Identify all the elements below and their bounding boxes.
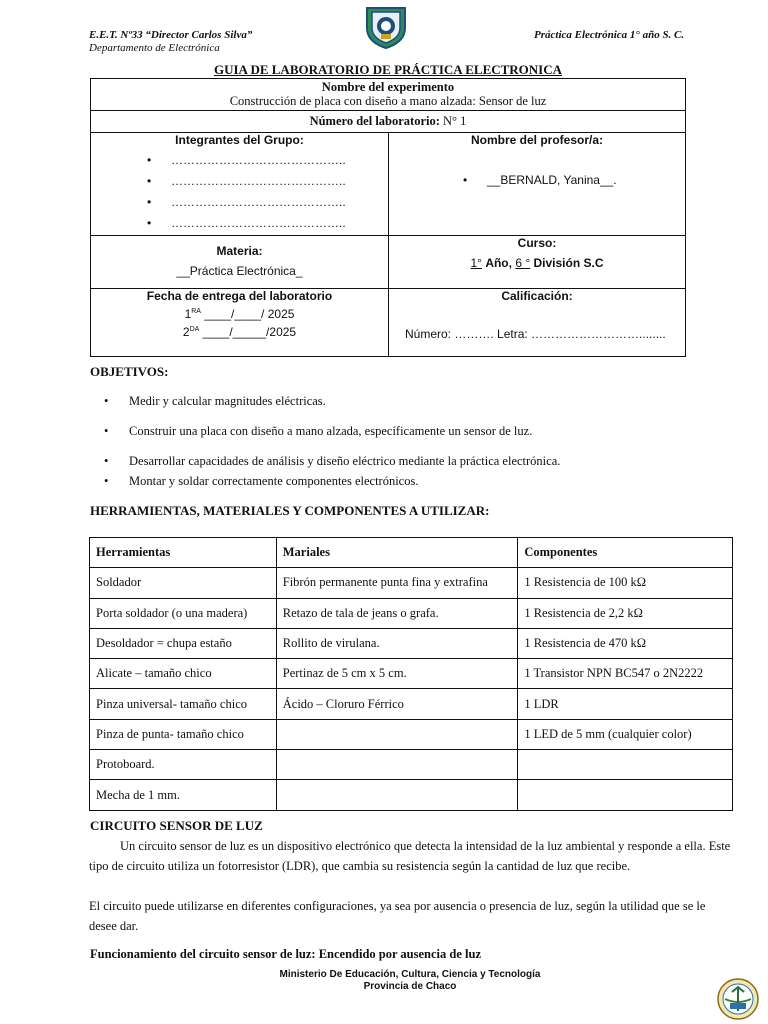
table-cell: Rollito de virulana. [276,628,518,658]
table-cell: 1 Resistencia de 100 kΩ [518,568,733,598]
grade-value: Número: ………. Letra: ………………………........ [405,327,666,341]
objectives-title: OBJETIVOS: [90,364,169,379]
table-cell: Pertinaz de 5 cm x 5 cm. [276,659,518,689]
guide-title: GUIA DE LABORATORIO DE PRÁCTICA ELECTRONICA [213,62,563,77]
due-date-label: Fecha de entrega del laboratorio [146,289,333,303]
circuit-paragraph-2: El circuito puede utilizarse en diferentes configuraciones, ya sea por ausencia o presencia de luz, según la utilidad que se le desee dar. [89,899,706,933]
table-cell: 1 LDR [518,689,733,719]
circuit-title: CIRCUITO SENSOR DE LUZ [90,818,263,833]
table-cell: 1 LED de 5 mm (cualquier color) [518,719,733,749]
header-left [89,29,252,55]
table-cell: Fibrón permanente punta fina y extrafina [276,568,518,598]
materials-table [89,537,733,811]
experiment-value: Construcción de placa con diseño a mano alzada: Sensor de luz [229,94,547,108]
due-date-1: $1^{RA}$ ____/____/ 2025 [184,307,295,321]
table-row [90,568,733,598]
column-header: Herramientas [90,538,277,568]
group-member: • …………………………………….. [147,195,346,209]
objective-item: • Medir y calcular magnitudes eléctricas. [104,394,326,408]
table-cell [276,780,518,810]
table-row [90,628,733,658]
experiment-row [91,79,685,111]
objective-item: • Desarrollar capacidades de análisis y diseño eléctrico mediante la práctica electrónica. [104,454,561,468]
subject-value: __Práctica Electrónica_ [176,264,303,278]
info-table [90,78,686,357]
experiment-label: Nombre del experimento [321,80,455,94]
table-cell: 1 Resistencia de 2,2 kΩ [518,598,733,628]
grade-label: Calificación: [501,289,573,303]
school-name: E.E.T. Nº33 “Director Carlos Silva” [89,29,253,41]
table-row [90,719,733,749]
table-cell: Protoboard. [90,750,277,780]
course-year: 1° [470,256,482,270]
teacher-item: • __BERNALD, Yanina__. [463,173,617,187]
table-row [90,780,733,810]
table-row [90,659,733,689]
table-cell [518,780,733,810]
table-cell: Alicate – tamaño chico [90,659,277,689]
group-cell [91,133,389,235]
course-division: 6 ° [515,256,531,270]
due-date-cell [91,289,389,357]
course-info: Práctica Electrónica 1° año S. C. [534,29,685,41]
materials-title: HERRAMIENTAS, MATERIALES Y COMPONENTES A UTILIZAR: [90,503,490,518]
group-member: • …………………………………….. [147,174,346,188]
teacher-label: Nombre del profesor/a: [470,133,604,147]
group-label: Integrantes del Grupo: [175,133,304,147]
footer-line-1: Ministerio De Educación, Cultura, Ciencia y Tecnología [279,969,541,980]
group-member: • …………………………………….. [147,153,346,167]
table-cell: Soldador [90,568,277,598]
table-cell [276,750,518,780]
table-cell: Mecha de 1 mm. [90,780,277,810]
circuit-paragraph-1: Un circuito sensor de luz es un dispositivo electrónico que detecta la intensidad de la luz ambiental y responde a ella. Este tipo de circuito utiliza un fotorresistor (LDR), que cambia su resistencia según la cantidad de luz que recibe. [89,839,731,873]
department-name: Departamento de Electrónica [89,42,220,54]
subject-cell [91,236,389,288]
table-cell: Desoldador = chupa estaño [90,628,277,658]
subject-label: Materia: [216,244,263,258]
table-cell: Ácido – Cloruro Férrico [276,689,518,719]
group-teacher-row [91,133,685,236]
objective-item: • Montar y soldar correctamente componentes electrónicos. [104,474,419,488]
teacher-cell [389,133,685,235]
date-grade-row [91,289,685,357]
course-label: Curso: [517,236,557,250]
lab-number-row [91,111,685,133]
circuit-subtitle: Funcionamiento del circuito sensor de luz: Encendido por ausencia de luz [90,947,481,961]
table-header-row [90,538,733,568]
grade-cell [389,289,685,357]
subject-course-row [91,236,685,289]
column-header: Mariales [276,538,518,568]
due-date-2: $2^{DA}$ ____/_____/2025 [182,325,297,339]
course-value: 1° Año, 6 ° División S.C [470,256,604,270]
column-header: Componentes [518,538,733,568]
lab-number-label: Número del laboratorio: [309,114,440,128]
teacher-value: __BERNALD, Yanina__. [487,173,617,187]
province-seal [716,977,760,1021]
footer-line-2: Provincia de Chaco [363,981,457,992]
table-cell: 1 Transistor NPN BC547 o 2N2222 [518,659,733,689]
objective-item: • Construir una placa con diseño a mano alzada, específicamente un sensor de luz. [104,424,533,438]
table-cell: Pinza universal- tamaño chico [90,689,277,719]
table-cell: Retazo de tala de jeans o grafa. [276,598,518,628]
school-logo [361,4,411,50]
table-cell: 1 Resistencia de 470 kΩ [518,628,733,658]
table-cell: Pinza de punta- tamaño chico [90,719,277,749]
table-cell [518,750,733,780]
table-cell: Porta soldador (o una madera) [90,598,277,628]
footer [200,969,620,993]
course-cell [389,236,685,288]
table-row [90,689,733,719]
table-cell [276,719,518,749]
group-member: • …………………………………….. [147,216,346,230]
lab-number-value: N° 1 [443,114,467,128]
table-row [90,598,733,628]
table-row [90,750,733,780]
